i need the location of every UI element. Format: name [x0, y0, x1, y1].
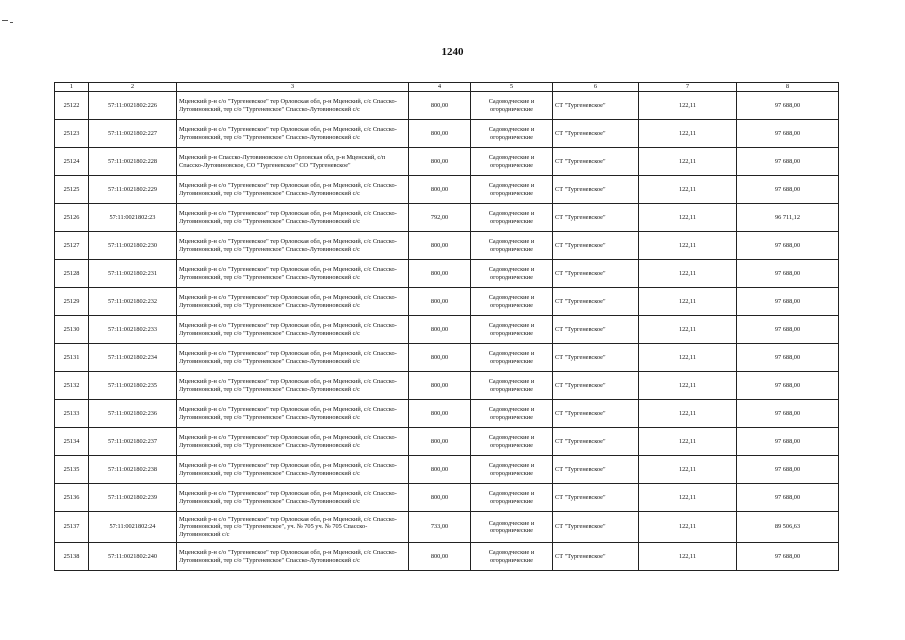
table-row	[55, 232, 839, 260]
owner-cell: СТ "Тургеневское"	[553, 316, 639, 344]
area-cell: 800,00	[409, 428, 471, 456]
address-cell: Мценский р-н с/о "Тургеневское" тер Орловская обл, р-н Мценский, с/с Спасско-Лутовиновский, тер с/о "Тургеневское", уч. № 705 уч. № 705 Спасско-Лутовиновский с/с	[177, 512, 409, 543]
area-cell: 800,00	[409, 176, 471, 204]
cadastral-value-cell: 97 688,00	[737, 260, 839, 288]
address-cell: Мценский р-н с/о "Тургеневское" тер Орловская обл, р-н Мценский, с/с Спасско-Лутовиновский, тер с/о "Тургеневское" Спасско-Лутовиновский с/с	[177, 232, 409, 260]
owner-cell: СТ "Тургеневское"	[553, 400, 639, 428]
address-cell: Мценский р-н с/о "Тургеневское" тер Орловская обл, р-н Мценский, с/с Спасско-Лутовиновский, тер с/о "Тургеневское" Спасско-Лутовиновский с/с	[177, 344, 409, 372]
table-row	[55, 204, 839, 232]
table-row	[55, 484, 839, 512]
area-cell: 800,00	[409, 372, 471, 400]
area-cell: 800,00	[409, 148, 471, 176]
owner-cell: СТ "Тургеневское"	[553, 204, 639, 232]
area-cell: 800,00	[409, 120, 471, 148]
row-number-cell: 25133	[55, 400, 89, 428]
address-cell: Мценский р-н с/о "Тургеневское" тер Орловская обл, р-н Мценский, с/с Спасско-Лутовиновский, тер с/о "Тургеневское" Спасско-Лутовиновский с/с	[177, 260, 409, 288]
owner-cell: СТ "Тургеневское"	[553, 484, 639, 512]
address-cell: Мценский р-н с/о "Тургеневское" тер Орловская обл, р-н Мценский, с/с Спасско-Лутовиновский, тер с/о "Тургеневское" Спасско-Лутовиновский с/с	[177, 456, 409, 484]
unit-price-cell: 122,11	[639, 176, 737, 204]
scan-artifact	[10, 22, 13, 23]
unit-price-cell: 122,11	[639, 92, 737, 120]
owner-cell: СТ "Тургеневское"	[553, 456, 639, 484]
address-cell: Мценский р-н с/о "Тургеневское" тер Орловская обл, р-н Мценский, с/с Спасско-Лутовиновский, тер с/о "Тургеневское" Спасско-Лутовиновский с/с	[177, 176, 409, 204]
table-row	[55, 512, 839, 543]
cadastral-value-cell: 96 711,12	[737, 204, 839, 232]
row-number-cell: 25135	[55, 456, 89, 484]
land-use-cell: Садоводческие и огороднические	[471, 92, 553, 120]
land-use-cell: Садоводческие и огороднические	[471, 456, 553, 484]
row-number-cell: 25124	[55, 148, 89, 176]
land-use-cell: Садоводческие и огороднические	[471, 372, 553, 400]
row-number-cell: 25125	[55, 176, 89, 204]
row-number-cell: 25137	[55, 512, 89, 543]
owner-cell: СТ "Тургеневское"	[553, 543, 639, 571]
row-number-cell: 25138	[55, 543, 89, 571]
owner-cell: СТ "Тургеневское"	[553, 372, 639, 400]
address-cell: Мценский р-н Спасско-Лутовиновское с/п Орловская обл, р-н Мценский, с/п Спасско-Лутовиновское, СО "Тургеневское" СО "Тургеневское"	[177, 148, 409, 176]
cadastral-number-cell: 57:11:0021802:23	[89, 204, 177, 232]
land-use-cell: Садоводческие и огороднические	[471, 344, 553, 372]
land-use-cell: Садоводческие и огороднические	[471, 288, 553, 316]
unit-price-cell: 122,11	[639, 204, 737, 232]
area-cell: 800,00	[409, 543, 471, 571]
owner-cell: СТ "Тургеневское"	[553, 92, 639, 120]
column-header: 8	[737, 83, 839, 92]
address-cell: Мценский р-н с/о "Тургеневское" тер Орловская обл, р-н Мценский, с/с Спасско-Лутовиновский, тер с/о "Тургеневское" Спасско-Лутовиновский с/с	[177, 428, 409, 456]
row-number-cell: 25136	[55, 484, 89, 512]
table-row	[55, 316, 839, 344]
unit-price-cell: 122,11	[639, 288, 737, 316]
column-header: 3	[177, 83, 409, 92]
owner-cell: СТ "Тургеневское"	[553, 120, 639, 148]
land-use-cell: Садоводческие и огороднические	[471, 148, 553, 176]
row-number-cell: 25130	[55, 316, 89, 344]
land-use-cell: Садоводческие и огороднические	[471, 120, 553, 148]
address-cell: Мценский р-н с/о "Тургеневское" тер Орловская обл, р-н Мценский, с/с Спасско-Лутовиновский, тер с/о "Тургеневское" Спасско-Лутовиновский с/с	[177, 372, 409, 400]
unit-price-cell: 122,11	[639, 120, 737, 148]
address-cell: Мценский р-н с/о "Тургеневское" тер Орловская обл, р-н Мценский, с/с Спасско-Лутовиновский, тер с/о "Тургеневское" Спасско-Лутовиновский с/с	[177, 120, 409, 148]
unit-price-cell: 122,11	[639, 400, 737, 428]
owner-cell: СТ "Тургеневское"	[553, 148, 639, 176]
address-cell: Мценский р-н с/о "Тургеневское" тер Орловская обл, р-н Мценский, с/с Спасско-Лутовиновский, тер с/о "Тургеневское" Спасско-Лутовиновский с/с	[177, 316, 409, 344]
row-number-cell: 25127	[55, 232, 89, 260]
land-use-cell: Садоводческие и огороднические	[471, 204, 553, 232]
column-header: 4	[409, 83, 471, 92]
area-cell: 800,00	[409, 288, 471, 316]
land-use-cell: Садоводческие и огороднические	[471, 260, 553, 288]
row-number-cell: 25132	[55, 372, 89, 400]
address-cell: Мценский р-н с/о "Тургеневское" тер Орловская обл, р-н Мценский, с/с Спасско-Лутовиновский, тер с/о "Тургеневское" Спасско-Лутовиновский с/с	[177, 204, 409, 232]
unit-price-cell: 122,11	[639, 456, 737, 484]
address-cell: Мценский р-н с/о "Тургеневское" тер Орловская обл, р-н Мценский, с/с Спасско-Лутовиновский, тер с/о "Тургеневское" Спасско-Лутовиновский с/с	[177, 543, 409, 571]
table-row	[55, 260, 839, 288]
area-cell: 800,00	[409, 344, 471, 372]
area-cell: 792,00	[409, 204, 471, 232]
cadastral-number-cell: 57:11:0021802:24	[89, 512, 177, 543]
cadastral-number-cell: 57:11:0021802:233	[89, 316, 177, 344]
address-cell: Мценский р-н с/о "Тургеневское" тер Орловская обл, р-н Мценский, с/с Спасско-Лутовиновский, тер с/о "Тургеневское" Спасско-Лутовиновский с/с	[177, 484, 409, 512]
table-row	[55, 428, 839, 456]
unit-price-cell: 122,11	[639, 512, 737, 543]
land-use-cell: Садоводческие и огороднические	[471, 512, 553, 543]
unit-price-cell: 122,11	[639, 428, 737, 456]
row-number-cell: 25126	[55, 204, 89, 232]
row-number-cell: 25134	[55, 428, 89, 456]
column-header: 5	[471, 83, 553, 92]
unit-price-cell: 122,11	[639, 484, 737, 512]
cadastral-value-cell: 97 688,00	[737, 456, 839, 484]
unit-price-cell: 122,11	[639, 260, 737, 288]
land-use-cell: Садоводческие и огороднические	[471, 400, 553, 428]
cadastral-number-cell: 57:11:0021802:234	[89, 344, 177, 372]
land-use-cell: Садоводческие и огороднические	[471, 428, 553, 456]
owner-cell: СТ "Тургеневское"	[553, 176, 639, 204]
cadastral-value-cell: 97 688,00	[737, 232, 839, 260]
table-row	[55, 288, 839, 316]
owner-cell: СТ "Тургеневское"	[553, 232, 639, 260]
table-row	[55, 372, 839, 400]
row-number-cell: 25128	[55, 260, 89, 288]
row-number-cell: 25123	[55, 120, 89, 148]
cadastral-number-cell: 57:11:0021802:232	[89, 288, 177, 316]
cadastral-number-cell: 57:11:0021802:240	[89, 543, 177, 571]
cadastral-value-cell: 97 688,00	[737, 428, 839, 456]
unit-price-cell: 122,11	[639, 316, 737, 344]
cadastral-number-cell: 57:11:0021802:237	[89, 428, 177, 456]
cadastral-number-cell: 57:11:0021802:239	[89, 484, 177, 512]
column-header: 2	[89, 83, 177, 92]
cadastral-value-cell: 97 688,00	[737, 148, 839, 176]
area-cell: 800,00	[409, 400, 471, 428]
land-use-cell: Садоводческие и огороднические	[471, 543, 553, 571]
unit-price-cell: 122,11	[639, 372, 737, 400]
owner-cell: СТ "Тургеневское"	[553, 512, 639, 543]
unit-price-cell: 122,11	[639, 344, 737, 372]
cadastral-number-cell: 57:11:0021802:226	[89, 92, 177, 120]
cadastral-value-cell: 97 688,00	[737, 120, 839, 148]
area-cell: 800,00	[409, 484, 471, 512]
table-row	[55, 176, 839, 204]
area-cell: 800,00	[409, 232, 471, 260]
column-header: 6	[553, 83, 639, 92]
area-cell: 800,00	[409, 456, 471, 484]
cadastral-value-cell: 97 688,00	[737, 176, 839, 204]
owner-cell: СТ "Тургеневское"	[553, 288, 639, 316]
owner-cell: СТ "Тургеневское"	[553, 428, 639, 456]
area-cell: 800,00	[409, 260, 471, 288]
area-cell: 733,00	[409, 512, 471, 543]
cadastral-table	[54, 82, 839, 571]
owner-cell: СТ "Тургеневское"	[553, 344, 639, 372]
cadastral-value-cell: 89 506,63	[737, 512, 839, 543]
address-cell: Мценский р-н с/о "Тургеневское" тер Орловская обл, р-н Мценский, с/с Спасско-Лутовиновский, тер с/о "Тургеневское" Спасско-Лутовиновский с/с	[177, 288, 409, 316]
land-use-cell: Садоводческие и огороднические	[471, 176, 553, 204]
cadastral-value-cell: 97 688,00	[737, 92, 839, 120]
address-cell: Мценский р-н с/о "Тургеневское" тер Орловская обл, р-н Мценский, с/с Спасско-Лутовиновский, тер с/о "Тургеневское" Спасско-Лутовиновский с/с	[177, 400, 409, 428]
unit-price-cell: 122,11	[639, 232, 737, 260]
owner-cell: СТ "Тургеневское"	[553, 260, 639, 288]
cadastral-number-cell: 57:11:0021802:235	[89, 372, 177, 400]
area-cell: 800,00	[409, 316, 471, 344]
table-row	[55, 543, 839, 571]
table-header-row	[55, 83, 839, 92]
unit-price-cell: 122,11	[639, 148, 737, 176]
table-row	[55, 456, 839, 484]
land-use-cell: Садоводческие и огороднические	[471, 232, 553, 260]
cadastral-number-cell: 57:11:0021802:231	[89, 260, 177, 288]
row-number-cell: 25129	[55, 288, 89, 316]
cadastral-number-cell: 57:11:0021802:236	[89, 400, 177, 428]
table-row	[55, 148, 839, 176]
cadastral-value-cell: 97 688,00	[737, 344, 839, 372]
table-row	[55, 92, 839, 120]
scan-artifact	[2, 20, 8, 21]
cadastral-value-cell: 97 688,00	[737, 543, 839, 571]
cadastral-number-cell: 57:11:0021802:227	[89, 120, 177, 148]
address-cell: Мценский р-н с/о "Тургеневское" тер Орловская обл, р-н Мценский, с/с Спасско-Лутовиновский, тер с/о "Тургеневское" Спасско-Лутовиновский с/с	[177, 92, 409, 120]
page-number: 1240	[441, 46, 464, 58]
unit-price-cell: 122,11	[639, 543, 737, 571]
table-row	[55, 120, 839, 148]
column-header: 7	[639, 83, 737, 92]
cadastral-number-cell: 57:11:0021802:238	[89, 456, 177, 484]
cadastral-number-cell: 57:11:0021802:230	[89, 232, 177, 260]
row-number-cell: 25122	[55, 92, 89, 120]
cadastral-value-cell: 97 688,00	[737, 316, 839, 344]
cadastral-number-cell: 57:11:0021802:228	[89, 148, 177, 176]
land-use-cell: Садоводческие и огороднические	[471, 316, 553, 344]
cadastral-value-cell: 97 688,00	[737, 372, 839, 400]
row-number-cell: 25131	[55, 344, 89, 372]
cadastral-value-cell: 97 688,00	[737, 400, 839, 428]
cadastral-value-cell: 97 688,00	[737, 484, 839, 512]
land-use-cell: Садоводческие и огороднические	[471, 484, 553, 512]
table-row	[55, 344, 839, 372]
column-header: 1	[55, 83, 89, 92]
cadastral-number-cell: 57:11:0021802:229	[89, 176, 177, 204]
table-row	[55, 400, 839, 428]
area-cell: 800,00	[409, 92, 471, 120]
cadastral-value-cell: 97 688,00	[737, 288, 839, 316]
